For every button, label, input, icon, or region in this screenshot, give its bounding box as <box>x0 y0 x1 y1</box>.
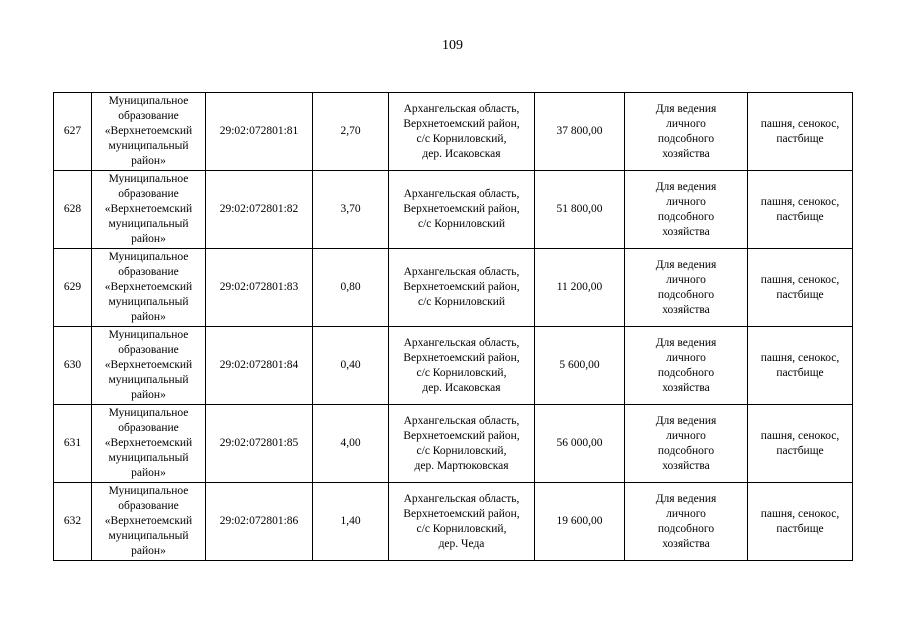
land-plots-table <box>53 92 853 561</box>
cell-owner-line: Муниципальное <box>108 173 189 185</box>
cell-owner-line: муниципальный <box>108 530 189 542</box>
cell-owner <box>92 249 206 327</box>
cell-owner-line: образование <box>118 188 179 200</box>
cell-purpose-line: подсобного <box>657 132 715 145</box>
cell-owner-line: образование <box>118 422 179 434</box>
cell-purpose-line: личного <box>666 429 706 442</box>
cell-number: 628 <box>54 171 92 249</box>
cell-owner-line: образование <box>118 110 179 122</box>
cell-owner-line: «Верхнетоемский <box>104 281 193 293</box>
cell-owner-line: Муниципальное <box>108 95 189 107</box>
cell-owner-line: район» <box>131 311 166 323</box>
cell-location-line: с/с Корниловский, <box>416 444 507 457</box>
table-row <box>54 93 853 171</box>
cell-owner-line: район» <box>131 233 166 245</box>
cell-area: 0,40 <box>313 327 389 405</box>
cell-purpose-line: личного <box>666 273 706 286</box>
cell-area: 1,40 <box>313 483 389 561</box>
cell-area: 0,80 <box>313 249 389 327</box>
cell-location-line: Архангельская область, <box>403 266 520 278</box>
table-row <box>54 327 853 405</box>
table-row <box>54 483 853 561</box>
cell-location <box>389 483 535 561</box>
cell-purpose <box>625 249 748 327</box>
cell-location-line: Верхнетоемский район, <box>403 117 520 130</box>
cell-location-line: с/с Корниловский <box>417 218 506 230</box>
cell-land-type-line: пастбище <box>776 288 824 301</box>
cell-owner-line: Муниципальное <box>108 329 189 341</box>
cell-price: 56 000,00 <box>535 405 625 483</box>
cell-purpose <box>625 171 748 249</box>
cell-cadastral-number: 29:02:072801:82 <box>206 171 313 249</box>
cell-owner <box>92 405 206 483</box>
cell-location-line: с/с Корниловский, <box>416 522 507 535</box>
table-body <box>54 93 853 561</box>
cell-cadastral-number: 29:02:072801:83 <box>206 249 313 327</box>
cell-purpose-line: личного <box>666 117 706 130</box>
cell-owner-line: район» <box>131 389 166 401</box>
cell-owner-line: образование <box>118 500 179 512</box>
cell-land-type-line: пастбище <box>776 366 824 379</box>
cell-owner-line: образование <box>118 266 179 278</box>
cell-cadastral-number: 29:02:072801:81 <box>206 93 313 171</box>
cell-purpose-line: подсобного <box>657 210 715 223</box>
cell-location-line: Верхнетоемский район, <box>403 203 520 215</box>
cell-owner <box>92 483 206 561</box>
cell-purpose-line: подсобного <box>657 444 715 457</box>
cell-purpose <box>625 93 748 171</box>
cell-owner-line: «Верхнетоемский <box>104 437 193 449</box>
cell-location <box>389 171 535 249</box>
cell-location-line: Архангельская область, <box>403 102 520 115</box>
cell-purpose-line: Для ведения <box>655 102 717 115</box>
table-row <box>54 249 853 327</box>
cell-location-line: Верхнетоемский район, <box>403 351 520 364</box>
cell-price: 5 600,00 <box>535 327 625 405</box>
cell-land-type <box>748 405 853 483</box>
cell-owner-line: Муниципальное <box>108 251 189 263</box>
cell-purpose-line: подсобного <box>657 522 715 535</box>
cell-purpose-line: хозяйства <box>662 147 710 160</box>
cell-location-line: Архангельская область, <box>403 492 520 505</box>
cell-owner-line: район» <box>131 155 166 167</box>
cell-location <box>389 327 535 405</box>
cell-land-type-line: пастбище <box>776 132 824 145</box>
cell-purpose-line: Для ведения <box>655 336 717 349</box>
cell-owner-line: образование <box>118 344 179 356</box>
cell-cadastral-number: 29:02:072801:84 <box>206 327 313 405</box>
cell-location <box>389 249 535 327</box>
cell-land-type-line: пашня, сенокос, <box>760 429 840 442</box>
cell-purpose-line: хозяйства <box>662 459 710 472</box>
cell-number: 627 <box>54 93 92 171</box>
cell-owner-line: район» <box>131 467 166 479</box>
cell-purpose-line: хозяйства <box>662 303 710 316</box>
cell-land-type-line: пашня, сенокос, <box>760 351 840 364</box>
cell-land-type-line: пастбище <box>776 522 824 535</box>
cell-location-line: дер. Исаковская <box>422 381 501 394</box>
cell-price: 11 200,00 <box>535 249 625 327</box>
cell-owner-line: «Верхнетоемский <box>104 359 193 371</box>
cell-owner <box>92 327 206 405</box>
cell-purpose-line: хозяйства <box>662 537 710 550</box>
cell-land-type <box>748 249 853 327</box>
cell-purpose-line: Для ведения <box>655 492 717 505</box>
cell-cadastral-number: 29:02:072801:85 <box>206 405 313 483</box>
cell-price: 37 800,00 <box>535 93 625 171</box>
cell-location <box>389 93 535 171</box>
cell-purpose-line: хозяйства <box>662 225 710 238</box>
cell-purpose-line: подсобного <box>657 366 715 379</box>
cell-cadastral-number: 29:02:072801:86 <box>206 483 313 561</box>
cell-location-line: Архангельская область, <box>403 188 520 200</box>
cell-purpose-line: подсобного <box>657 288 715 301</box>
cell-owner-line: район» <box>131 545 166 557</box>
cell-owner-line: муниципальный <box>108 452 189 464</box>
cell-land-type <box>748 327 853 405</box>
cell-location-line: Архангельская область, <box>403 414 520 427</box>
cell-price: 51 800,00 <box>535 171 625 249</box>
cell-land-type-line: пашня, сенокос, <box>760 507 840 520</box>
cell-owner-line: Муниципальное <box>108 485 189 497</box>
cell-owner-line: муниципальный <box>108 218 189 230</box>
cell-location-line: с/с Корниловский <box>417 296 506 308</box>
cell-area: 4,00 <box>313 405 389 483</box>
cell-number: 632 <box>54 483 92 561</box>
cell-owner <box>92 93 206 171</box>
table-row <box>54 405 853 483</box>
cell-location-line: Верхнетоемский район, <box>403 429 520 442</box>
cell-location-line: с/с Корниловский, <box>416 132 507 145</box>
cell-land-type <box>748 171 853 249</box>
cell-owner <box>92 171 206 249</box>
cell-number: 631 <box>54 405 92 483</box>
cell-price: 19 600,00 <box>535 483 625 561</box>
cell-location-line: Верхнетоемский район, <box>403 507 520 520</box>
cell-location-line: дер. Мартюковская <box>414 459 509 472</box>
cell-purpose-line: Для ведения <box>655 258 717 271</box>
cell-location-line: дер. Чеда <box>438 537 485 550</box>
table-row <box>54 171 853 249</box>
cell-purpose-line: личного <box>666 351 706 364</box>
cell-land-type <box>748 483 853 561</box>
cell-purpose <box>625 483 748 561</box>
cell-number: 629 <box>54 249 92 327</box>
cell-area: 2,70 <box>313 93 389 171</box>
cell-number: 630 <box>54 327 92 405</box>
cell-purpose-line: Для ведения <box>655 414 717 427</box>
cell-location-line: Верхнетоемский район, <box>403 281 520 293</box>
page-number: 109 <box>442 38 463 53</box>
cell-purpose-line: личного <box>666 195 706 208</box>
cell-owner-line: «Верхнетоемский <box>104 203 193 215</box>
cell-owner-line: муниципальный <box>108 374 189 386</box>
cell-purpose-line: хозяйства <box>662 381 710 394</box>
cell-land-type-line: пастбище <box>776 444 824 457</box>
cell-purpose <box>625 405 748 483</box>
cell-purpose-line: Для ведения <box>655 180 717 193</box>
cell-location-line: Архангельская область, <box>403 336 520 349</box>
cell-land-type-line: пашня, сенокос, <box>760 117 840 130</box>
cell-location-line: с/с Корниловский, <box>416 366 507 379</box>
cell-owner-line: «Верхнетоемский <box>104 125 193 137</box>
cell-purpose <box>625 327 748 405</box>
cell-location-line: дер. Исаковская <box>422 147 501 160</box>
cell-area: 3,70 <box>313 171 389 249</box>
cell-purpose-line: личного <box>666 507 706 520</box>
cell-owner-line: муниципальный <box>108 296 189 308</box>
cell-land-type-line: пастбище <box>776 210 824 223</box>
cell-land-type <box>748 93 853 171</box>
cell-land-type-line: пашня, сенокос, <box>760 195 840 208</box>
cell-owner-line: Муниципальное <box>108 407 189 419</box>
cell-location <box>389 405 535 483</box>
cell-land-type-line: пашня, сенокос, <box>760 273 840 286</box>
cell-owner-line: «Верхнетоемский <box>104 515 193 527</box>
cell-owner-line: муниципальный <box>108 140 189 152</box>
